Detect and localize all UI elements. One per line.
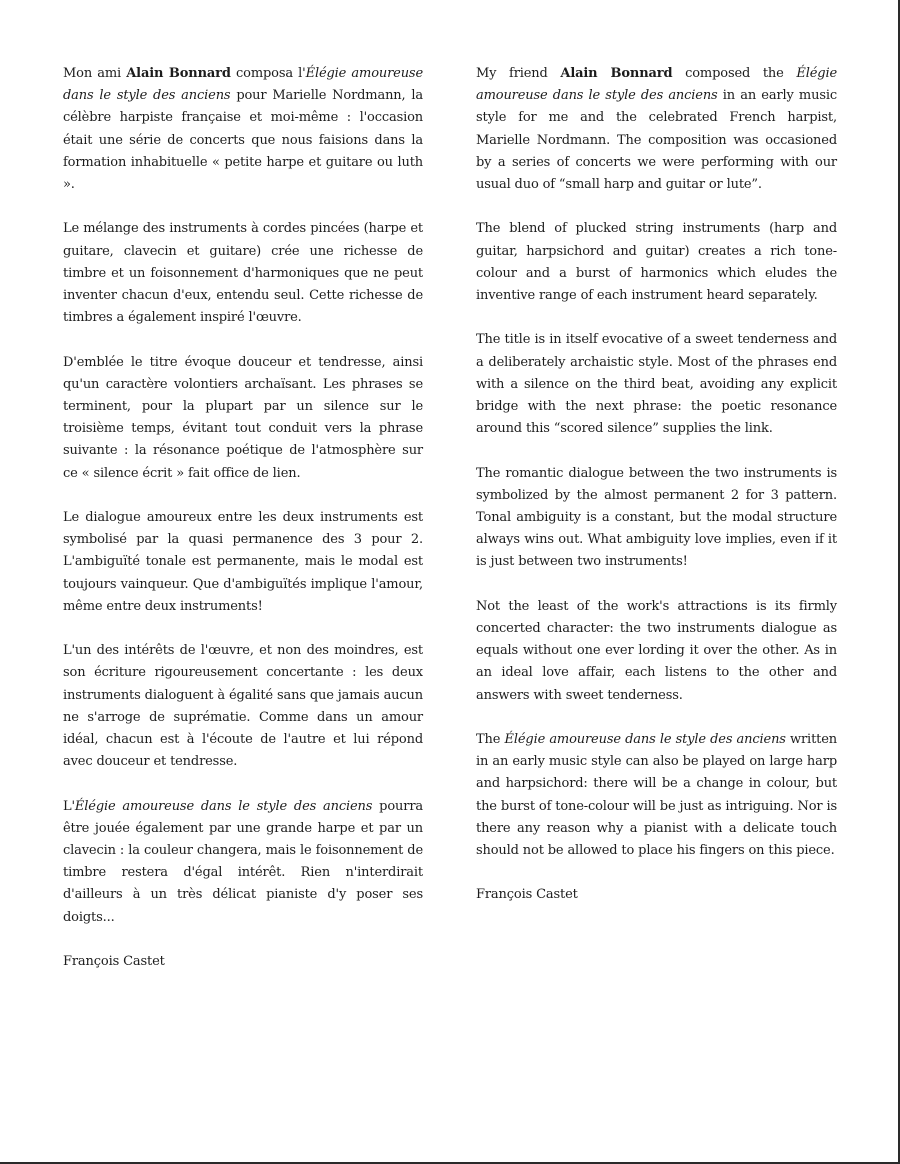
french-column: [63, 63, 423, 973]
text-run: The title is in itself evocative of a sweet tenderness and a deliberately archaistic style. Most of the phrases end with a silence on the third beat, avoiding any explicit bridge with the next phrase: the poetic resonance around this “scored silence” supplies the link.: [476, 332, 837, 437]
text-run: Le mélange des instruments à cordes pincées (harpe et guitare, clavecin et guitare) crée une richesse de timbre et un foisonnement d'harmoniques que ne peut inventer chacun d'eux, entendu seul. Cette richesse de timbres a également inspiré l'œuvre.: [63, 221, 423, 326]
text-run: The romantic dialogue between the two instruments is symbolized by the almost permanent 2 for 3 pattern. Tonal ambiguity is a constant, but the modal structure always wins out. What ambiguity love implies, even if it is just between two instruments!: [476, 465, 837, 570]
work-title: Élégie amoureuse dans le style des anciens: [476, 66, 838, 104]
french-paragraph-4: [63, 507, 423, 618]
composer-name: Alain Bonnard: [126, 66, 231, 81]
text-run: L': [63, 798, 75, 814]
french-paragraph-5: [63, 640, 423, 773]
text-run: D'emblée le titre évoque douceur et tendresse, ainsi qu'un caractère volontiers archaïsant. Les phrases se terminent, pour la plupart par un silence sur le troisième temps, évitant tout conduit vers la phrase suivante : la résonance poétique de l'atmosphère sur ce « silence écrit » fait office de lien.: [63, 354, 423, 481]
text-run: Mon ami: [63, 66, 127, 81]
french-paragraph-1: [63, 63, 423, 196]
text-run: in an early music style for me and the celebrated French harpist, Marielle Nordmann. The composition was occasioned by a series of concerts we were performing with our usual duo of “small harp and guitar or lute”.: [476, 88, 837, 193]
french-signature: François Castet: [63, 954, 165, 970]
composer-name: Alain Bonnard: [560, 66, 673, 81]
english-paragraph-1: [476, 63, 837, 196]
work-title: Élégie amoureuse dans le style des anciens: [63, 66, 423, 104]
english-paragraph-2: [476, 218, 837, 307]
work-title: Élégie amoureuse dans le style des anciens: [504, 732, 786, 748]
text-run: Le dialogue amoureux entre les deux instruments est symbolisé par la quasi permanence des 3 pour 2. L'ambiguïté tonale est permanente, mais le modal est toujours vainqueur. Que d'ambiguïtés implique l'amour, même entre deux instruments!: [63, 510, 423, 614]
text-run: pourra être jouée également par une grande harpe et par un clavecin : la couleur changera, mais le foisonnement de timbre restera d'égal intérêt. Rien n'interdirait d'ailleurs à un très délicat pianiste d'y poser ses doigts...: [63, 798, 423, 925]
work-title: Élégie amoureuse dans le style des anciens: [74, 798, 373, 814]
english-column: [476, 63, 837, 907]
text-run: written in an early music style can also be played on large harp and harpsichord: there will be a change in colour, but the burst of tone-colour will be just as intriguing. Nor is there any reason why a pianist with a delicate touch should not be allowed to place his fingers on this piece.: [476, 732, 837, 859]
text-run: Not the least of the work's attractions is its firmly concerted character: the two instruments dialogue as equals without one ever lording it over the other. As in an ideal love affair, each listens to the other and answers with sweet tenderness.: [476, 598, 837, 703]
english-paragraph-3: [476, 329, 837, 440]
english-paragraph-5: [476, 596, 837, 707]
text-run: composa l': [230, 66, 306, 81]
french-paragraph-6: [63, 796, 423, 929]
french-paragraph-2: [63, 218, 423, 329]
french-paragraph-3: [63, 352, 423, 485]
english-paragraph-6: [476, 729, 837, 862]
text-run: pour Marielle Nordmann, la célèbre harpiste française et moi-même : l'occasion était une série de concerts que nous faisions dans la formation inhabituelle « petite harpe et guitare ou luth ».: [63, 88, 423, 193]
text-run: The blend of plucked string instruments (harp and guitar, harpsichord and guitar) creates a rich tone-colour and a burst of harmonics which eludes the inventive range of each instrument heard separately.: [476, 221, 837, 304]
text-run: composed the: [672, 66, 797, 81]
english-paragraph-4: [476, 463, 837, 574]
text-run: The: [476, 732, 505, 748]
text-run: L'un des intérêts de l'œuvre, et non des moindres, est son écriture rigoureusement concertante : les deux instruments dialoguent à égalité sans que jamais aucun ne s'arroge de suprématie. Comme dans un amour idéal, chacun est à l'écoute de l'autre et lui répond avec douceur et tendresse.: [63, 643, 423, 770]
english-signature: François Castet: [476, 887, 578, 903]
text-run: My friend: [476, 66, 561, 81]
